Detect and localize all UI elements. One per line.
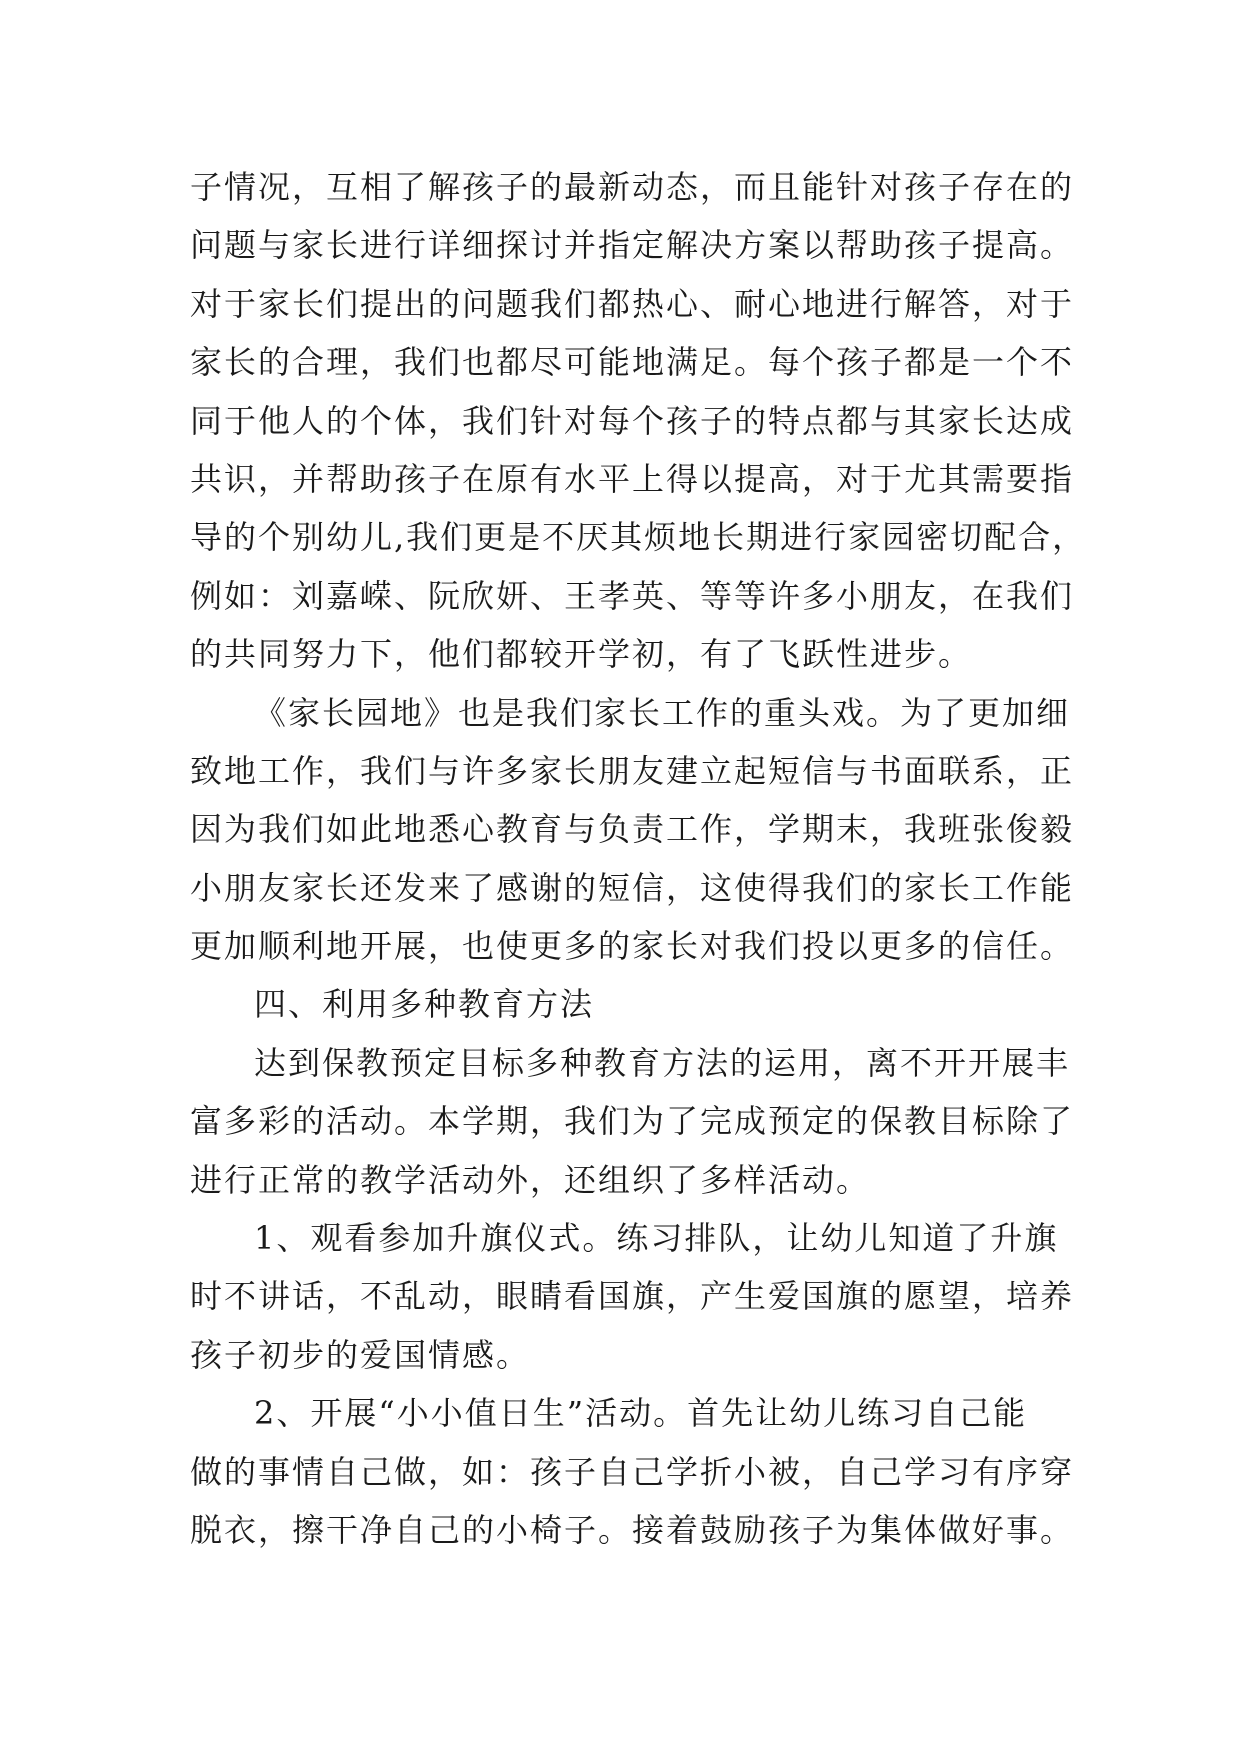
- text-line: 因为我们如此地悉心教育与负责工作，学期末，我班张俊毅: [190, 810, 1075, 849]
- text-line: 的共同努力下，他们都较开学初，有了飞跃性进步。: [190, 635, 973, 674]
- text-line: 脱衣，擦干净自己的小椅子。接着鼓励孩子为集体做好事。: [190, 1510, 1075, 1549]
- list-item-start-line: 2、开展“小小值日生”活动。首先让幼儿练习自己能: [254, 1394, 1028, 1433]
- text-line: 致地工作，我们与许多家长朋友建立起短信与书面联系，正: [190, 751, 1075, 790]
- text-line: 孩子初步的爱国情感。: [190, 1335, 531, 1374]
- text-line: 导的个别幼儿,我们更是不厌其烦地长期进行家园密切配合，: [190, 518, 1087, 557]
- text-line: 子情况，互相了解孩子的最新动态，而且能针对孩子存在的: [190, 168, 1075, 206]
- list-item-start-line: 1、观看参加升旗仪式。练习排队，让幼儿知道了升旗: [254, 1219, 1059, 1258]
- text-line: 家长的合理，我们也都尽可能地满足。每个孩子都是一个不: [190, 343, 1075, 382]
- text-line: 问题与家长进行详细探讨并指定解决方案以帮助孩子提高。: [190, 226, 1075, 265]
- text-line: 同于他人的个体，我们针对每个孩子的特点都与其家长达成: [190, 401, 1075, 440]
- body-text: [190, 158, 1087, 1559]
- text-line: 共识，并帮助孩子在原有水平上得以提高，对于尤其需要指: [190, 459, 1075, 498]
- text-line: 例如：刘嘉嵘、阮欣妍、王孝英、等等许多小朋友，在我们: [190, 576, 1075, 615]
- text-line: 做的事情自己做，如：孩子自己学折小被，自己学习有序穿: [190, 1452, 1075, 1491]
- paragraph-start-line: 达到保教预定目标多种教育方法的运用，离不开开展丰: [254, 1043, 1071, 1082]
- section-heading: 四、利用多种教育方法: [254, 985, 595, 1024]
- paragraph-start-line: 《家长园地》也是我们家长工作的重头戏。为了更加细: [254, 693, 1071, 732]
- text-line: 小朋友家长还发来了感谢的短信，这使得我们的家长工作能: [190, 868, 1075, 907]
- text-line: 对于家长们提出的问题我们都热心、耐心地进行解答，对于: [190, 284, 1075, 323]
- text-line: 富多彩的活动。本学期，我们为了完成预定的保教目标除了: [190, 1102, 1075, 1141]
- text-line: 更加顺利地开展，也使更多的家长对我们投以更多的信任。: [190, 927, 1075, 966]
- text-line: 时不讲话，不乱动，眼睛看国旗，产生爱国旗的愿望，培养: [190, 1277, 1075, 1316]
- text-line: 进行正常的教学活动外，还组织了多样活动。: [190, 1160, 871, 1199]
